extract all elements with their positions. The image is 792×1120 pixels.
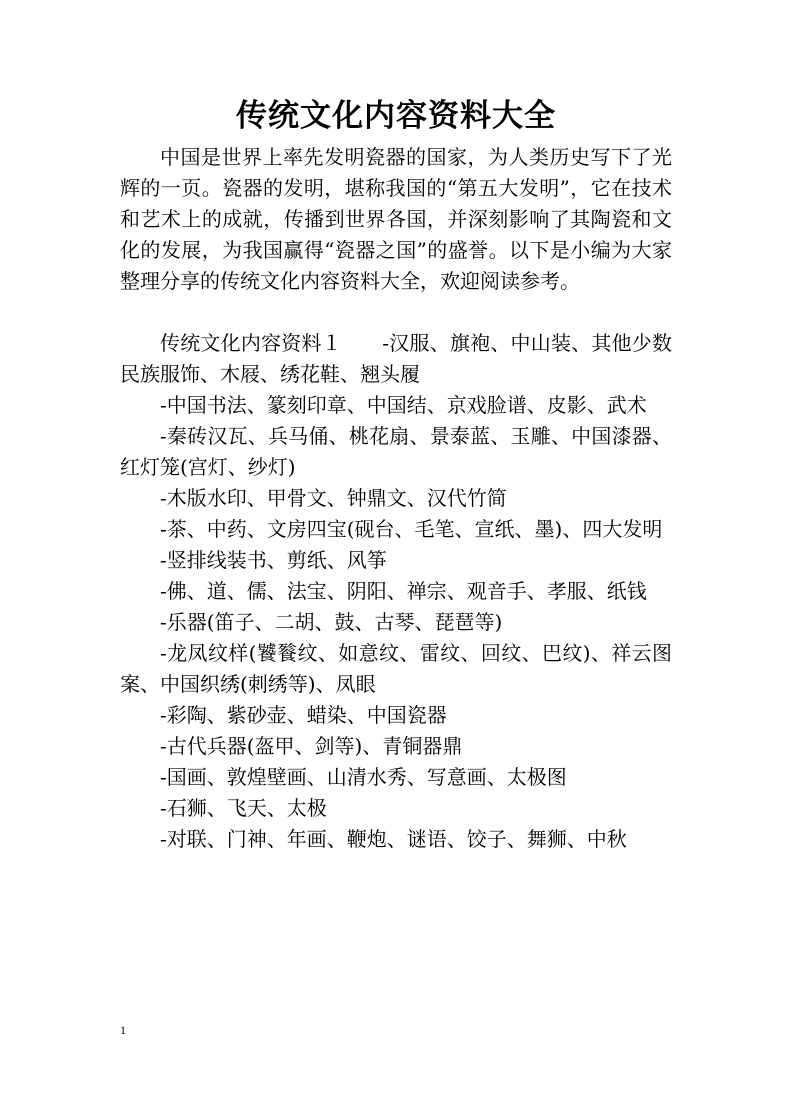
intro-paragraph: 中国是世界上率先发明瓷器的国家，为人类历史写下了光辉的一页。瓷器的发明，堪称我国的“第五大发明”，它在技术和艺术上的成就，传播到世界各国，并深刻影响了其陶瓷和文化的发展，为我国赢得“瓷器之国”的盛誉。以下是小编为大家整理分享的传统文化内容资料大全，欢迎阅读参考。 [120,145,672,293]
section-heading: 传统文化内容资料１ -汉服、旗袍、中山装、其他少数民族服饰、木屐、绣花鞋、翘头履 [120,331,672,386]
paragraph-gap [120,297,672,328]
list-item: -中国书法、篆刻印章、中国结、京戏脸谱、皮影、武术 [160,393,647,417]
list-item: -竖排线装书、剪纸、风筝 [160,548,387,572]
list-item: -乐器(笛子、二胡、鼓、古琴、琵琶等) [160,610,503,634]
list-item: -茶、中药、文房四宝(砚台、毛笔、宣纸、墨)、四大发明 [160,517,663,541]
page-number: 1 [120,1023,126,1037]
document-page [120,94,672,855]
list-item: -木版水印、甲骨文、钟鼎文、汉代竹简 [160,486,507,510]
list-item: -国画、敦煌壁画、山清水秀、写意画、太极图 [160,765,567,789]
list-item: -佛、道、儒、法宝、阴阳、禅宗、观音手、孝服、纸钱 [160,579,647,603]
list-item: -彩陶、紫砂壶、蜡染、中国瓷器 [160,703,447,727]
list-item: -石狮、飞天、太极 [160,796,327,820]
list-item: -古代兵器(盔甲、剑等)、青铜器鼎 [160,734,463,758]
list-item: -龙凤纹样(饕餮纹、如意纹、雷纹、回纹、巴纹)、祥云图案、中国织绣(刺绣等)、凤眼 [120,641,672,696]
list-item: -对联、门神、年画、鞭炮、谜语、饺子、舞狮、中秋 [160,827,627,851]
document-title: 传统文化内容资料大全 [236,98,556,134]
list-item: -秦砖汉瓦、兵马俑、桃花扇、景泰蓝、玉雕、中国漆器、红灯笼(宫灯、纱灯) [120,424,672,479]
